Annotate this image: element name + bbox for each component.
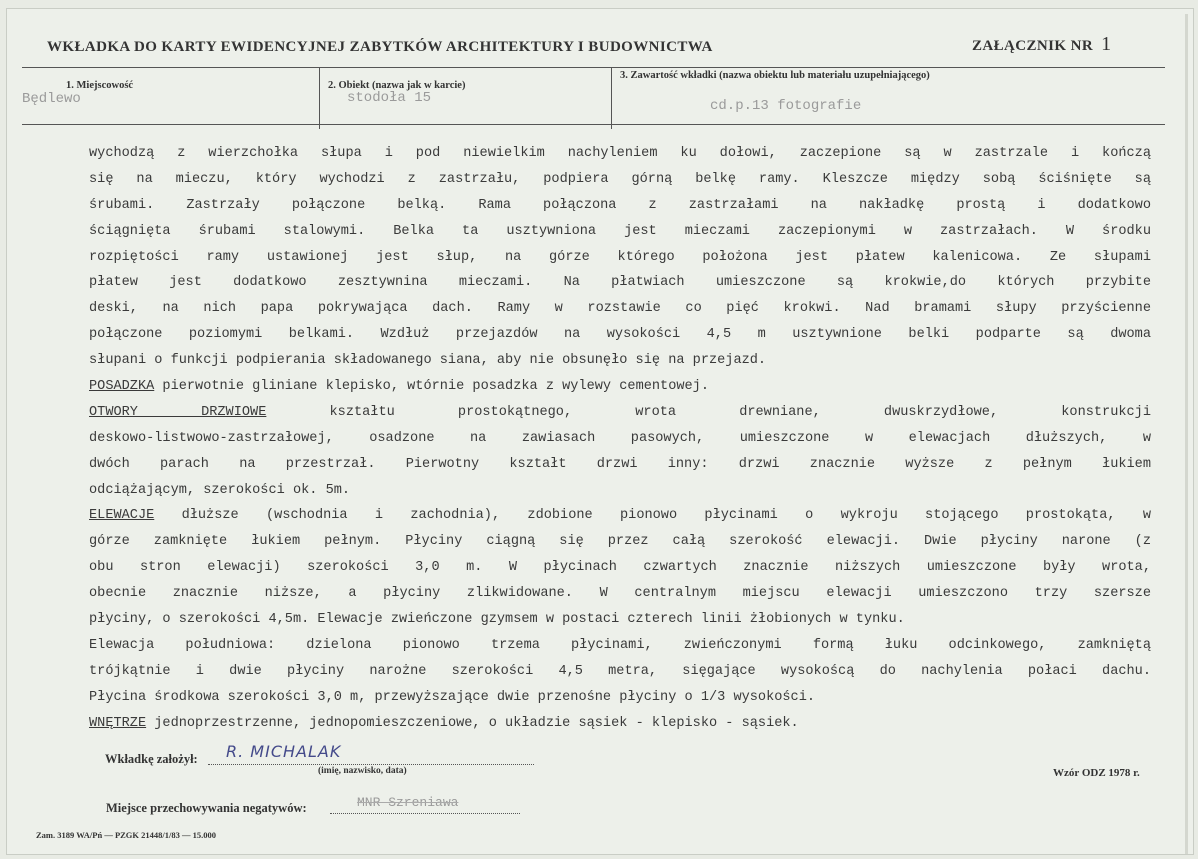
author-line <box>208 764 534 765</box>
line-text: połączone poziomymi belkami. Wzdłuż przejazdów na wysokości 4,5 m usztywnione belki podparte są dwoma <box>89 327 1151 343</box>
line-text: deskowo-listwowo-zastrzałowej, osadzone na zawiasach pasowych, umieszczone w elewacjach dłuższych, w <box>89 430 1151 446</box>
description-line <box>89 400 1151 426</box>
description-line <box>89 633 1151 659</box>
line-text: dwóch parach na przestrzał. Pierwotny kształt drzwi inny: drzwi znacznie wyższe z pełnym łukiem <box>89 456 1151 472</box>
object-value: stodoła 15 <box>347 90 432 106</box>
field-separator-1 <box>319 67 320 129</box>
line-text: Płycina środkowa szerokości 3,0 m, przewyższające dwie przenośne płyciny o 1/3 wysokości. <box>89 689 816 705</box>
description-line <box>89 659 1151 685</box>
section-heading: WNĘTRZE <box>89 715 147 731</box>
description-line <box>89 322 1151 348</box>
field-separator-2 <box>611 67 612 129</box>
content-value: cd.p.13 fotografie <box>710 98 862 114</box>
form-pattern: Wzór ODZ 1978 r. <box>1053 767 1140 779</box>
line-text: trójkątnie i dwie płyciny narożne szerokości 4,5 metra, sięgające wysokoścą do nachylenia połaci dachu. <box>89 663 1151 679</box>
line-text: słupani o funkcji podpierania składowanego siana, aby nie obsunęło się na przejazd. <box>89 353 767 369</box>
fields-divider <box>22 124 1165 125</box>
line-text: kształtu prostokątnego, wrota drewniane, dwuskrzydłowe, konstrukcji <box>266 404 1151 420</box>
negatives-label: Miejsce przechowywania negatywów: <box>106 801 307 815</box>
description-text <box>89 141 1151 736</box>
line-text: jednoprzestrzenne, jednopomieszczeniowe, o układzie sąsiek - klepisko - sąsiek. <box>146 715 799 731</box>
line-text: płyciny, o szerokości 4,5m. Elewacje zwieńczone gzymsem w postaci czterech linii żłobionych w tynku. <box>89 612 905 628</box>
line-text: rozpiętości ramy ustawionej jest słup, na górze którego położona jest płatew kalenicowa. Ze słupami <box>89 249 1151 265</box>
locality-label: 1. Miejscowość <box>66 80 134 91</box>
section-heading: OTWORY DRZWIOWE <box>89 404 267 420</box>
object-label: 2. Obiekt (nazwa jak w karcie) <box>328 80 466 91</box>
description-line <box>89 219 1151 245</box>
description-line <box>89 555 1151 581</box>
page-edge <box>1185 14 1188 854</box>
description-line <box>89 348 1151 374</box>
author-hint: (imię, nazwisko, data) <box>318 766 407 776</box>
section-heading: POSADZKA <box>89 379 155 395</box>
print-note: Zam. 3189 WA/Pń — PZGK 21448/1/83 — 15.000 <box>36 830 217 840</box>
description-line <box>89 711 1151 737</box>
header-divider <box>22 67 1165 68</box>
negatives-line <box>330 813 520 814</box>
author-signature: R. MICHALAK <box>226 742 342 761</box>
description-line <box>89 193 1151 219</box>
line-text: odciążającym, szerokości ok. 5m. <box>89 482 351 498</box>
line-text: obecnie znacznie niższe, a płyciny zlikwidowane. W centralnym miejscu elewacji umieszczono trzy szersze <box>89 586 1151 602</box>
description-line <box>89 503 1151 529</box>
description-line <box>89 607 1151 633</box>
description-line <box>89 374 1151 400</box>
line-text: dłuższe (wschodnia i zachodnia), zdobione pionowo płycinami o wykroju stojącego prostokąta, w <box>154 508 1151 524</box>
line-text: pierwotnie gliniane klepisko, wtórnie posadzka z wylewy cementowej. <box>154 379 709 395</box>
description-line <box>89 478 1151 504</box>
description-line <box>89 529 1151 555</box>
annex-label-text: ZAŁĄCZNIK NR <box>972 38 1094 54</box>
line-text: śrubami. Zastrzały połączone belką. Rama połączona z zastrzałami na nakładkę prostą i dodatkowo <box>89 197 1151 213</box>
negatives-value: MNR Szreniawa <box>357 795 459 810</box>
description-line <box>89 141 1151 167</box>
line-text: wychodzą z wierzchołka słupa i pod niewielkim nachyleniem ku dołowi, zaczepione są w zastrzale i kończą <box>89 146 1151 161</box>
line-text: obu stron elewacji) szerokości 3,0 m. W płycinach czwartych znacznie niższych umieszczone były wrota, <box>89 560 1151 576</box>
annex-label <box>972 33 1111 56</box>
description-line <box>89 452 1151 478</box>
form-title: WKŁADKA DO KARTY EWIDENCYJNEJ ZABYTKÓW ARCHITEKTURY I BUDOWNICTWA <box>47 39 713 55</box>
description-line <box>89 245 1151 271</box>
locality-value: Będlewo <box>22 91 81 107</box>
description-line <box>89 296 1151 322</box>
section-heading: ELEWACJE <box>89 508 155 524</box>
description-line <box>89 167 1151 193</box>
line-text: deski, na nich papa pokrywająca dach. Ramy w rozstawie co pięć krokwi. Nad bramami słupy przyścienne <box>89 301 1151 317</box>
annex-number: 1 <box>1101 33 1112 55</box>
line-text: Elewacja południowa: dzielona pionowo trzema płycinami, zwieńczonymi formą łuku odcinkowego, zamkniętą <box>89 637 1151 653</box>
description-line <box>89 426 1151 452</box>
content-label: 3. Zawartość wkładki (nazwa obiektu lub materiału uzupełniającego) <box>620 70 930 81</box>
description-line <box>89 270 1151 296</box>
description-line <box>89 581 1151 607</box>
line-text: ściągnięta śrubami stalowymi. Belka ta usztywniona jest mieczami zaczepionymi w zastrzałach. W środku <box>89 223 1151 239</box>
line-text: płatew jest dodatkowo zesztywnina mieczami. Na płatwiach umieszczone są krokwie,do których przybite <box>89 275 1151 291</box>
line-text: górze zamknięte łukiem pełnym. Płyciny ciągną się przez całą szerokość elewacji. Dwie płyciny narone (z <box>89 534 1151 550</box>
line-text: się na mieczu, który wychodzi z zastrzału, podpiera górną belkę ramy. Kleszcze między sobą ściśnięte są <box>89 171 1151 187</box>
description-line <box>89 685 1151 711</box>
author-label: Wkładkę założył: <box>105 752 198 766</box>
